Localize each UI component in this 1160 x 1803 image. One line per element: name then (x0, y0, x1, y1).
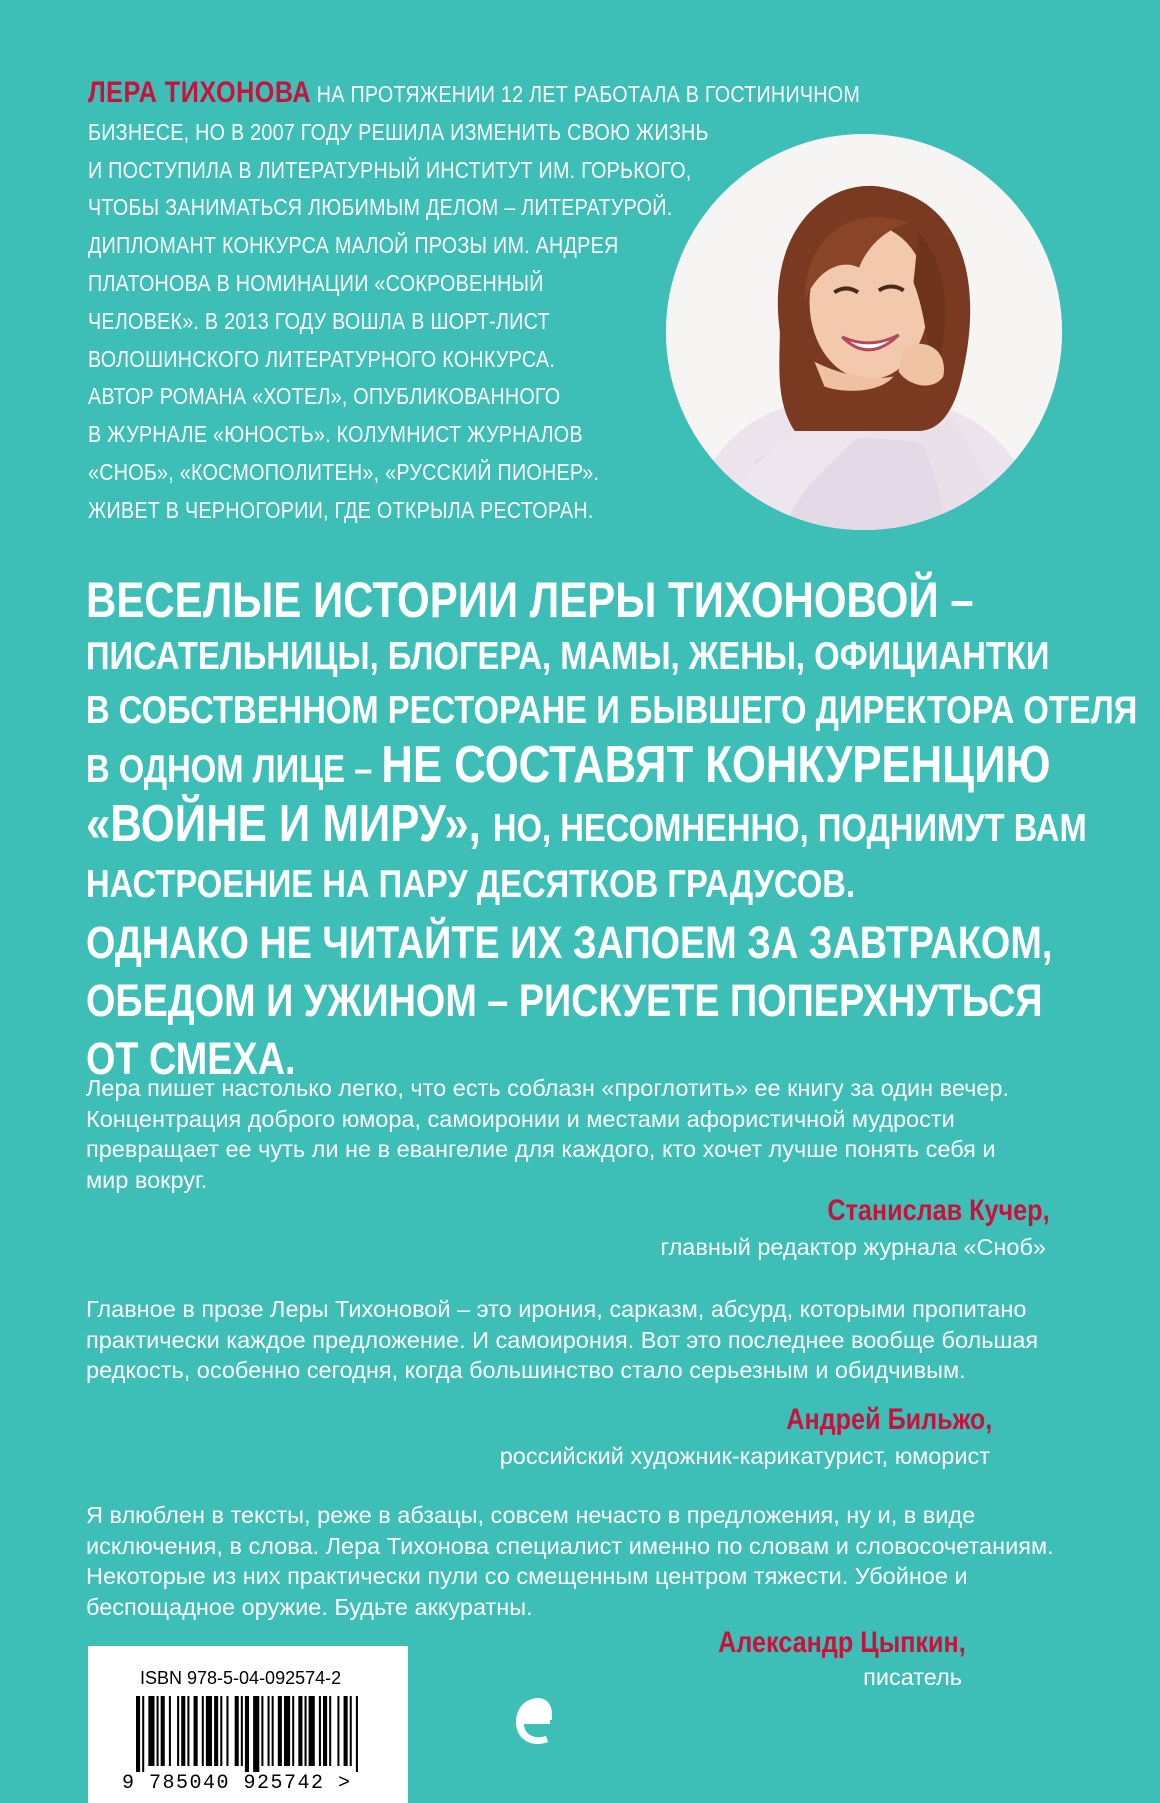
author-photo (666, 134, 1062, 530)
bio-line: И ПОСТУПИЛА В ЛИТЕРАТУРНЫЙ ИНСТИТУТ ИМ. ГОРЬКОГО, (88, 156, 692, 183)
review-line: Я влюблен в тексты, реже в абзацы, совсем нечасто в предложения, ну и, в виде (86, 1502, 976, 1528)
barcode-bar (261, 1696, 263, 1766)
headline-line: ОДНАКО НЕ ЧИТАЙТЕ ИХ ЗАПОЕМ ЗА ЗАВТРАКОМ, (86, 917, 1053, 968)
barcode-bar (206, 1696, 212, 1766)
review-quote (86, 1500, 1086, 1622)
barcode-bar (337, 1696, 339, 1766)
author-bio (88, 74, 861, 530)
barcode-bar (292, 1696, 294, 1766)
barcode-bar (356, 1696, 358, 1772)
barcode-bar (323, 1696, 327, 1766)
headline-line: В СОБСТВЕННОМ РЕСТОРАНЕ И БЫВШЕГО ДИРЕКТОРА ОТЕЛЯ (86, 689, 1138, 732)
bio-line: В ЖУРНАЛЕ «ЮНОСТЬ». КОЛУМНИСТ ЖУРНАЛОВ (88, 421, 583, 448)
bio-line: ПЛАТОНОВА В НОМИНАЦИИ «СОКРОВЕННЫЙ (88, 269, 544, 296)
barcode-bar (344, 1696, 348, 1766)
bio-line: АВТОР РОМАНА «ХОТЕЛ», ОПУБЛИКОВАННОГО (88, 383, 561, 410)
headline-line: В ОДНОМ ЛИЦЕ – НЕ СОСТАВЯТ КОНКУРЕНЦИЮ (86, 736, 1051, 794)
barcode-bar (157, 1696, 159, 1766)
barcode-bar (177, 1696, 179, 1766)
barcode-bar (329, 1696, 331, 1766)
review-line: Некоторые из них практически пули со смещенным центром тяжести. Убойное и (86, 1563, 968, 1589)
barcode-bar (298, 1696, 302, 1766)
bio-line: ЧЕЛОВЕК». В 2013 ГОДУ ВОШЛА В ШОРТ-ЛИСТ (88, 307, 550, 334)
publisher-logo-icon (512, 1694, 556, 1746)
review-line: исключения, в слова. Лера Тихонова специалист именно по словам и словосочетаниям. (86, 1532, 1054, 1559)
review-line: мир вокруг. (86, 1166, 208, 1193)
review-line: беспощадное оружие. Будьте аккуратны. (86, 1593, 533, 1620)
headline-line: ВЕСЕЛЫЕ ИСТОРИИ ЛЕРЫ ТИХОНОВОЙ – (86, 572, 974, 628)
review-line: Главное в прозе Леры Тихоновой – это ирония, сарказм, абсурд, которыми пропитано (86, 1296, 1027, 1322)
barcode-bar (319, 1696, 321, 1766)
bio-line: ВОЛОШИНСКОГО ЛИТЕРАТУРНОГО КОНКУРСА. (88, 345, 556, 372)
review-author: Александр Цыпкин, (718, 1626, 966, 1659)
barcode-bar (136, 1696, 140, 1772)
author-name: ЛЕРА ТИХОНОВА (88, 76, 312, 109)
barcode-bar (194, 1696, 198, 1766)
author-portrait-illustration (666, 134, 1062, 530)
barcode-bar (241, 1696, 243, 1766)
review-author-role: российский художник-карикатурист, юморист (499, 1443, 990, 1469)
barcode-bar (202, 1696, 204, 1766)
review-line: практически каждое предложение. И самоирония. Вот это последнее вообще большая (86, 1326, 1039, 1353)
barcode-bar (226, 1696, 228, 1766)
bio-line: ЖИВЕТ В ЧЕРНОГОРИИ, ГДЕ ОТКРЫЛА РЕСТОРАН. (88, 496, 594, 523)
barcode-bar (235, 1696, 239, 1766)
headline-line: НАСТРОЕНИЕ НА ПАРУ ДЕСЯТКОВ ГРАДУСОВ. (86, 863, 856, 906)
barcode-bar (214, 1696, 218, 1766)
review-line: Лера пишет настолько легко, что есть соблазн «проглотить» ее книгу за один вечер. (86, 1075, 1010, 1101)
barcode-bar (253, 1696, 259, 1772)
barcode-bar (272, 1696, 274, 1766)
bio-line: ЧТОБЫ ЗАНИМАТЬСЯ ЛЮБИМЫМ ДЕЛОМ – ЛИТЕРАТУРОЙ. (88, 194, 673, 221)
barcode-bar (284, 1696, 290, 1766)
barcode-bar (309, 1696, 315, 1766)
bio-line: БИЗНЕСЕ, НО В 2007 ГОДУ РЕШИЛА ИЗМЕНИТЬ СВОЮ ЖИЗНЬ (88, 118, 709, 145)
headline-line: ПИСАТЕЛЬНИЦЫ, БЛОГЕРА, МАМЫ, ЖЕНЫ, ОФИЦИАНТКИ (86, 635, 1050, 678)
review-quote (86, 1073, 1086, 1195)
review-author: Станислав Кучер, (827, 1194, 1050, 1227)
barcode-bar (187, 1696, 189, 1766)
barcode-bars (136, 1696, 360, 1772)
bio-line: ДИПЛОМАНТ КОНКУРСА МАЛОЙ ПРОЗЫ ИМ. АНДРЕЯ (88, 232, 619, 259)
barcode-bar (169, 1696, 171, 1766)
barcode (88, 1646, 408, 1803)
barcode-bar (181, 1696, 185, 1766)
review-author-role: главный редактор журнала «Сноб» (660, 1234, 1046, 1260)
barcode-bar (148, 1696, 154, 1766)
headline-line: «ВОЙНЕ И МИРУ», НО, НЕСОМНЕННО, ПОДНИМУТ ВАМ (86, 795, 1087, 853)
barcode-bar (161, 1696, 165, 1766)
headline-line: ОБЕДОМ И УЖИНОМ – РИСКУЕТЕ ПОПЕРХНУТЬСЯ (86, 975, 1043, 1026)
barcode-digits: 9 785040 925742 > (122, 1772, 352, 1795)
headline-line: ОТ СМЕХА. (86, 1033, 296, 1084)
barcode-bar (278, 1696, 282, 1766)
review-author-role: писатель (863, 1664, 962, 1690)
barcode-bar (268, 1696, 270, 1766)
review-line: Концентрация доброго юмора, самоиронии и местами афористичной мудрости (86, 1105, 955, 1132)
barcode-bar (305, 1696, 307, 1766)
bio-line: ЛЕРА ТИХОНОВА НА ПРОТЯЖЕНИИ 12 ЛЕТ РАБОТАЛА В ГОСТИНИЧНОМ (88, 76, 861, 109)
barcode-bar (245, 1696, 249, 1772)
review-quote (86, 1294, 1086, 1386)
barcode-bar (350, 1696, 352, 1766)
barcode-bar (220, 1696, 222, 1766)
bio-line: «СНОБ», «КОСМОПОЛИТЕН», «РУССКИЙ ПИОНЕР». (88, 458, 600, 485)
review-line: превращает ее чуть ли не в евангелие для каждого, кто хочет лучше понять себя и (86, 1136, 996, 1162)
barcode-bar (142, 1696, 144, 1772)
review-author: Андрей Бильжо, (785, 1403, 992, 1436)
isbn-label: ISBN 978-5-04-092574-2 (140, 1668, 342, 1688)
review-line: редкость, особенно сегодня, когда большинство стало серьезным и обидчивым. (86, 1357, 966, 1383)
